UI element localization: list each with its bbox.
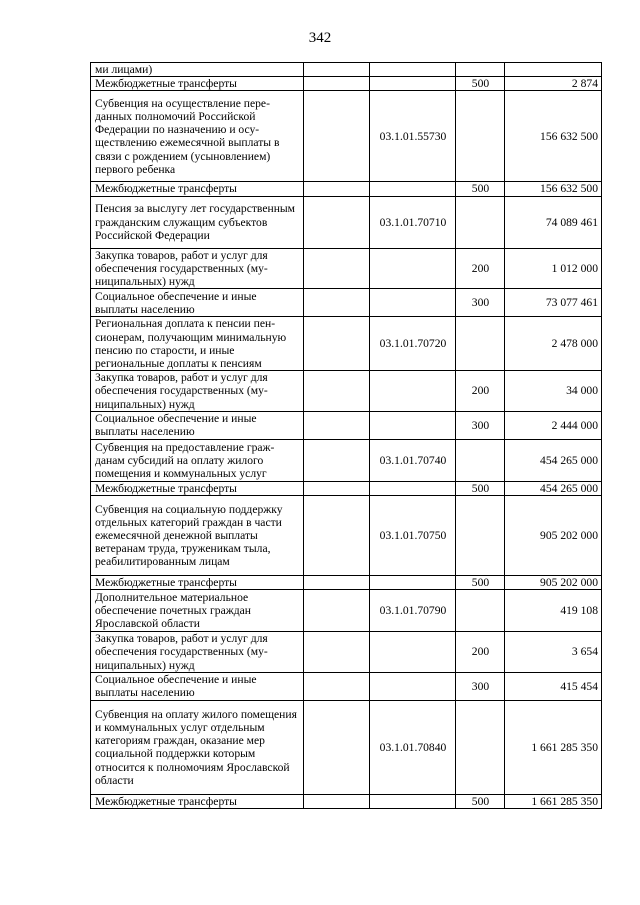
row-blank-cell (304, 77, 370, 91)
row-code-cell (370, 63, 456, 77)
row-blank-cell (304, 91, 370, 182)
table-row (91, 411, 602, 439)
row-type-cell (456, 700, 505, 794)
row-amount-cell: 905 202 000 (505, 496, 602, 576)
row-code-cell: 03.1.01.70740 (370, 439, 456, 481)
table-row (91, 317, 602, 371)
row-type-cell: 500 (456, 794, 505, 808)
row-name-cell: Межбюджетные трансферты (91, 481, 304, 495)
row-amount-cell: 156 632 500 (505, 91, 602, 182)
row-name-cell: Социальное обеспечение и иные выплаты населению (91, 672, 304, 700)
table-row (91, 672, 602, 700)
row-blank-cell (304, 371, 370, 412)
row-code-cell (370, 794, 456, 808)
row-name-cell: Межбюджетные трансферты (91, 182, 304, 196)
row-type-cell (456, 196, 505, 248)
row-code-cell (370, 481, 456, 495)
row-type-cell (456, 590, 505, 632)
row-code-cell (370, 411, 456, 439)
row-name-cell: Субвенция на предоставление гражданам субсидий на оплату жилого помещения и коммунальных услуг (91, 439, 304, 481)
row-code-cell: 03.1.01.70790 (370, 590, 456, 632)
table-row (91, 77, 602, 91)
row-code-cell: 03.1.01.70710 (370, 196, 456, 248)
table-row (91, 632, 602, 673)
table-row (91, 91, 602, 182)
row-blank-cell (304, 481, 370, 495)
table-row (91, 289, 602, 317)
table-row (91, 496, 602, 576)
row-amount-cell: 905 202 000 (505, 576, 602, 590)
row-type-cell: 200 (456, 371, 505, 412)
row-amount-cell: 156 632 500 (505, 182, 602, 196)
row-name-cell: Субвенция на оплату жилого помещения и коммунальных услуг отдельным категориям граждан, оказание мер социальной поддержки которым относится к полномочиям Ярославской области (91, 700, 304, 794)
row-blank-cell (304, 700, 370, 794)
row-amount-cell: 2 478 000 (505, 317, 602, 371)
row-name-cell: Закупка товаров, работ и услуг для обеспечения государственных (муниципальных) нужд (91, 632, 304, 673)
row-name-cell: Пенсия за выслугу лет государственным гражданским служащим субъектов Российской Федерации (91, 196, 304, 248)
row-blank-cell (304, 289, 370, 317)
row-name-cell: Межбюджетные трансферты (91, 77, 304, 91)
row-blank-cell (304, 63, 370, 77)
row-type-cell: 500 (456, 481, 505, 495)
row-amount-cell: 2 444 000 (505, 411, 602, 439)
row-type-cell: 500 (456, 182, 505, 196)
row-code-cell (370, 576, 456, 590)
row-amount-cell: 1 661 285 350 (505, 794, 602, 808)
row-type-cell: 300 (456, 672, 505, 700)
row-amount-cell: 3 654 (505, 632, 602, 673)
table-row (91, 576, 602, 590)
row-type-cell: 500 (456, 576, 505, 590)
row-type-cell (456, 317, 505, 371)
row-code-cell: 03.1.01.70720 (370, 317, 456, 371)
table-row (91, 371, 602, 412)
row-blank-cell (304, 196, 370, 248)
row-name-cell: Дополнительное материальное обеспечение почетных граждан Ярославской области (91, 590, 304, 632)
row-name-cell: Региональная доплата к пенсии пенсионерам, получающим минимальную пенсию по старости, и иные региональные доплаты к пенсиям (91, 317, 304, 371)
page-number: 342 (308, 30, 332, 46)
budget-table-body (91, 63, 602, 809)
table-row (91, 700, 602, 794)
row-code-cell (370, 371, 456, 412)
row-amount-cell: 34 000 (505, 371, 602, 412)
row-blank-cell (304, 794, 370, 808)
row-blank-cell (304, 672, 370, 700)
row-amount-cell: 1 012 000 (505, 248, 602, 289)
row-amount-cell: 1 661 285 350 (505, 700, 602, 794)
row-amount-cell: 419 108 (505, 590, 602, 632)
row-amount-cell: 454 265 000 (505, 439, 602, 481)
row-name-cell: Социальное обеспечение и иные выплаты населению (91, 411, 304, 439)
row-name-cell: Субвенция на осуществление переданных полномочий Российской Федерации по назначению и осуществлению ежемесячной выплаты в связи с рождением (усыновлением) первого ребенка (91, 91, 304, 182)
row-blank-cell (304, 576, 370, 590)
row-code-cell: 03.1.01.70750 (370, 496, 456, 576)
row-type-cell (456, 63, 505, 77)
row-name-cell: Закупка товаров, работ и услуг для обеспечения государственных (муниципальных) нужд (91, 248, 304, 289)
row-amount-cell: 73 077 461 (505, 289, 602, 317)
row-code-cell (370, 672, 456, 700)
table-row (91, 590, 602, 632)
table-row (91, 794, 602, 808)
row-code-cell (370, 289, 456, 317)
table-row (91, 182, 602, 196)
table-row (91, 439, 602, 481)
table-row (91, 196, 602, 248)
row-type-cell (456, 91, 505, 182)
table-row (91, 248, 602, 289)
row-blank-cell (304, 248, 370, 289)
row-blank-cell (304, 496, 370, 576)
table-row (91, 481, 602, 495)
row-blank-cell (304, 590, 370, 632)
row-type-cell: 200 (456, 632, 505, 673)
row-blank-cell (304, 317, 370, 371)
row-type-cell: 300 (456, 411, 505, 439)
row-type-cell: 500 (456, 77, 505, 91)
row-code-cell: 03.1.01.70840 (370, 700, 456, 794)
budget-table (90, 62, 602, 809)
row-type-cell: 200 (456, 248, 505, 289)
row-name-cell: Межбюджетные трансферты (91, 576, 304, 590)
row-amount-cell: 415 454 (505, 672, 602, 700)
row-blank-cell (304, 411, 370, 439)
row-amount-cell: 74 089 461 (505, 196, 602, 248)
row-type-cell (456, 496, 505, 576)
row-blank-cell (304, 439, 370, 481)
row-code-cell (370, 248, 456, 289)
row-name-cell: Субвенция на социальную поддержку отдельных категорий граждан в части ежемесячной денежной выплаты ветеранам труда, труженикам тыла, реабилитированным лицам (91, 496, 304, 576)
row-amount-cell (505, 63, 602, 77)
row-amount-cell: 2 874 (505, 77, 602, 91)
row-code-cell (370, 632, 456, 673)
table-row (91, 63, 602, 77)
row-type-cell: 300 (456, 289, 505, 317)
row-blank-cell (304, 632, 370, 673)
row-type-cell (456, 439, 505, 481)
row-blank-cell (304, 182, 370, 196)
row-code-cell: 03.1.01.55730 (370, 91, 456, 182)
row-name-cell: ми лицами) (91, 63, 304, 77)
row-name-cell: Межбюджетные трансферты (91, 794, 304, 808)
row-name-cell: Закупка товаров, работ и услуг для обеспечения государственных (муниципальных) нужд (91, 371, 304, 412)
row-code-cell (370, 77, 456, 91)
row-amount-cell: 454 265 000 (505, 481, 602, 495)
row-code-cell (370, 182, 456, 196)
row-name-cell: Социальное обеспечение и иные выплаты населению (91, 289, 304, 317)
